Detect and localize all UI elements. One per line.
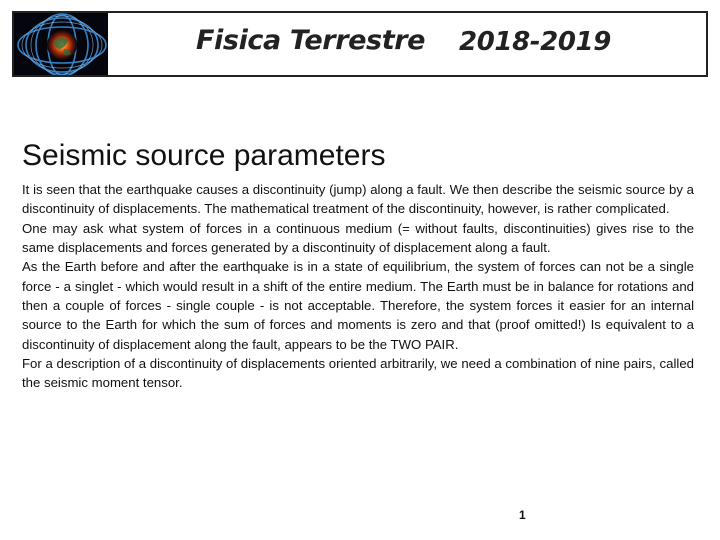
course-title: Fisica Terrestre [196,25,426,56]
paragraph: For a description of a discontinuity of displacements oriented arbitrarily, we need a combination of nine pairs, called the seismic moment tensor. [22,356,694,391]
page-number: 1 [519,508,526,522]
paragraph: It is seen that the earthquake causes a discontinuity (jump) along a fault. We then describe the seismic source by a discontinuity of displacements. The mathematical treatment of the discontinuity, however, is rather complicated. [22,182,694,217]
earth-magnetic-field-icon [14,13,108,75]
academic-year: 2018-2019 [459,27,611,57]
slide-title: Seismic source parameters [22,139,386,172]
paragraph: As the Earth before and after the earthquake is in a state of equilibrium, the system of forces can not be a single force - a singlet - which would result in a shift of the entire medium. The Earth must be in balance for rotations and then a couple of forces - single couple - is not acceptable. Therefore, the system forces it easier for an internal source to the Earth for which the sum of forces and moments is zero and that (proof omitted!) Is equivalent to a discontinuity of displacement along the fault, appears to be the TWO PAIR. [22,259,694,352]
paragraph: One may ask what system of forces in a continuous medium (= without faults, discontinuities) gives rise to the same displacements and forces generated by a discontinuity of displacement along a fault. [22,220,694,256]
body-text [22,180,694,393]
header-banner [12,11,708,77]
